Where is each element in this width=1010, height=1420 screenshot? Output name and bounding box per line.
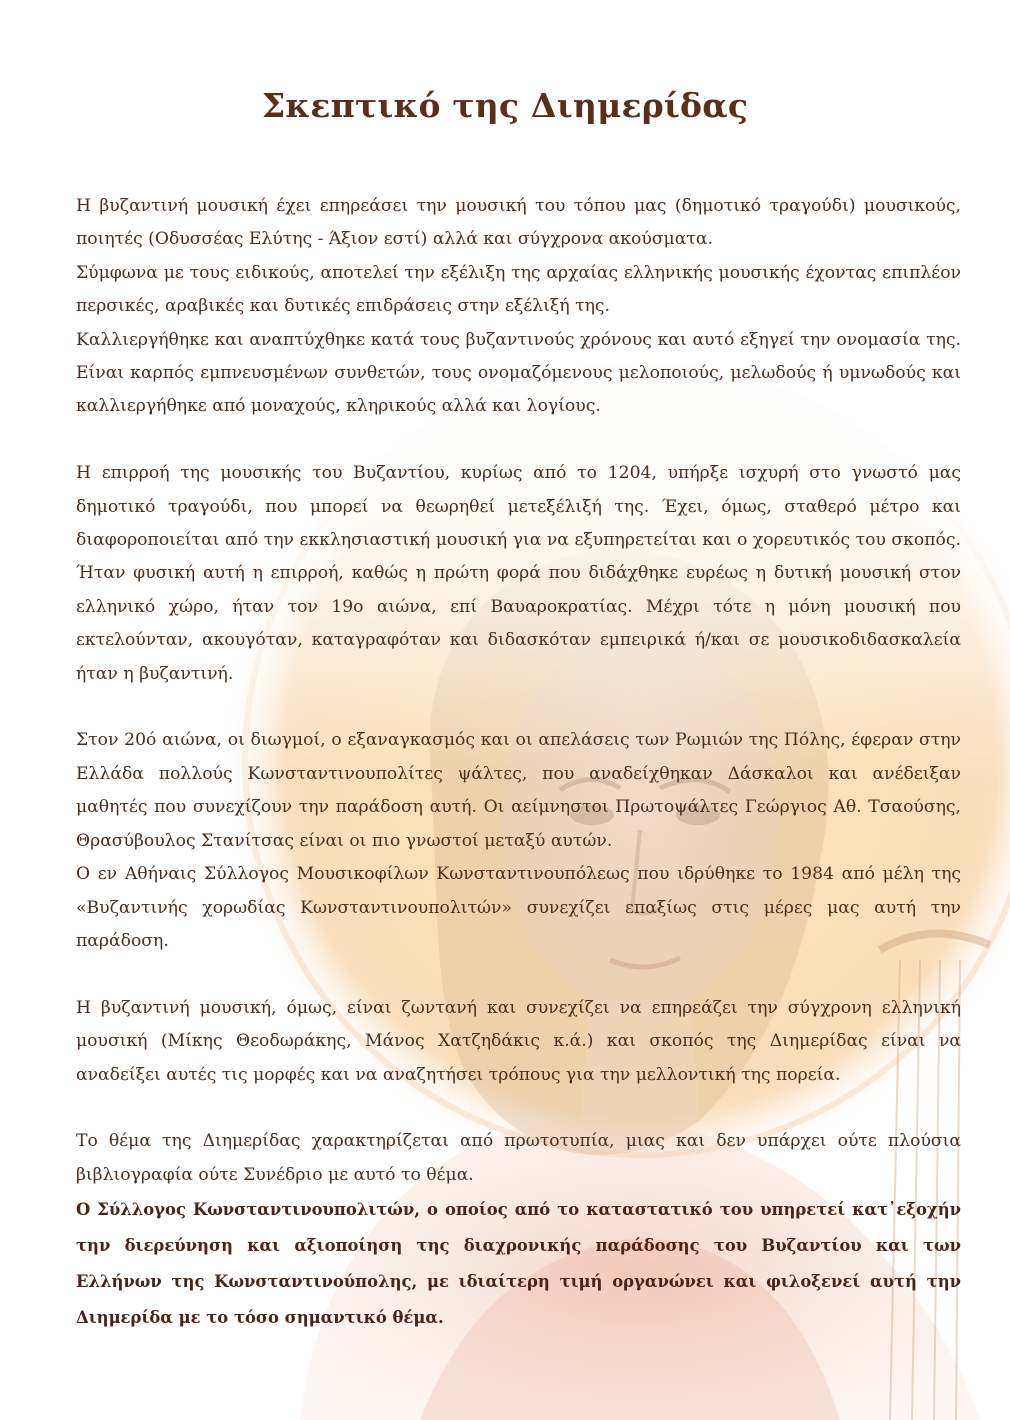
paragraph-gap [76, 691, 961, 724]
paragraph-gap [76, 1092, 961, 1125]
document-body [76, 190, 961, 1336]
paragraph-living-tradition: Η βυζαντινή μουσική, όμως, είναι ζωντανή και συνεχίζει να επηρεάζει την σύγχρονη ελληνική μουσική (Μίκης Θεοδωράκης, Μάνος Χατζηδάκις κ.ά.) και σκοπός της Διημερίδας είναι να αναδείξει αυτές τις μορφές και να αναζητήσει τρόπους για την μελλοντική της πορεία. [76, 997, 961, 1085]
page-title: Σκεπτικό της Διημερίδας [261, 86, 749, 125]
paragraph-cultivation: Καλλιεργήθηκε και αναπτύχθηκε κατά τους βυζαντινούς χρόνους και αυτό εξηγεί την ονομασία της. Είναι καρπός εμπνευσμένων συνθετών, τους ονομαζόμενους μελοποιούς, μελωδούς ή υμνωδούς και καλλιεργήθηκε από μοναχούς, κληρικούς αλλά και λογίους. [76, 329, 961, 417]
paragraph-experts-opinion: Σύμφωνα με τους ειδικούς, αποτελεί την εξέλιξη της αρχαίας ελληνικής μουσικής έχοντας επιπλέον περσικές, αραβικές και δυτικές επιδράσεις στην εξέλιξή της. [76, 262, 961, 317]
paragraph-originality: Το θέμα της Διημερίδας χαρακτηρίζεται από πρωτοτυπία, μιας και δεν υπάρχει ούτε πλούσια βιβλιογραφία ούτε Συνέδριο με αυτό το θέμα. [76, 1131, 961, 1185]
paragraph-20th-century: Στον 20ό αιώνα, οι διωγμοί, ο εξαναγκασμός και οι απελάσεις των Ρωμιών της Πόλης, έφεραν στην Ελλάδα πολλούς Κωνσταντινουπολίτες ψάλτες, που αναδείχθηκαν Δάσκαλοι και ανέδειξαν μαθητές που συνεχίζουν την παράδοση αυτή. Οι αείμνηστοι Πρωτοψάλτες Γεώργιος Αθ. Τσαούσης, Θρασύβουλος Στανίτσας είναι οι πιο γνωστοί μεταξύ αυτών. [76, 730, 961, 851]
paragraph-folk-song-influence: Η επιρροή της μουσικής του Βυζαντίου, κυρίως από το 1204, υπήρξε ισχυρή στο γνωστό μας δημοτικό τραγούδι, που μπορεί να θεωρηθεί μετεξέλιξή της. Έχει, όμως, σταθερό μέτρο και διαφοροποιείται από την εκκλησιαστική μουσική για να εξυπηρετείται και ο χορευτικός του σκοπός. Ήταν φυσική αυτή η επιρροή, καθώς η πρώτη φορά που διδάχθηκε ευρέως η δυτική μουσική στον ελληνικό χώρο, ήταν τον 19ο αιώνα, επί Βαυαροκρατίας. Μέχρι τότε η μόνη μουσική που εκτελούνταν, ακουγόταν, καταγραφόταν και διδασκόταν εμπειρικά ή/και σε μουσικοδιδασκαλεία ήταν η βυζαντινή. [76, 463, 961, 684]
paragraph-byzantine-influence: Η βυζαντινή μουσική έχει επηρεάσει την μουσική του τόπου μας (δημοτικό τραγούδι) μουσικούς, ποιητές (Οδυσσέας Ελύτης - Άξιον εστί) αλλά και σύγχρονα ακούσματα. [76, 196, 961, 250]
paragraph-association-founding: Ο εν Αθήναις Σύλλογος Μουσικοφίλων Κωνσταντινουπόλεως που ιδρύθηκε το 1984 από μέλη της «Βυζαντινής χορωδίας Κωνσταντινουπολιτών» συνεχίζει επαξίως στις μέρες μας αυτή την παράδοση. [76, 864, 961, 951]
paragraph-gap [76, 424, 961, 457]
paragraph-organizer-statement: Ο Σύλλογος Κωνσταντινουπολιτών, ο οποίος από το καταστατικό του υπηρετεί κατ᾽εξοχήν την διερεύνηση και αξιοποίηση της διαχρονικής παράδοσης του Βυζαντίου και των Ελλήνων της Κωνσταντινούπολης, με ιδιαίτερη τιμή οργανώνει και φιλοξενεί αυτή την Διημερίδα με το τόσο σημαντικό θέμα. [76, 1200, 961, 1328]
paragraph-gap [76, 958, 961, 991]
